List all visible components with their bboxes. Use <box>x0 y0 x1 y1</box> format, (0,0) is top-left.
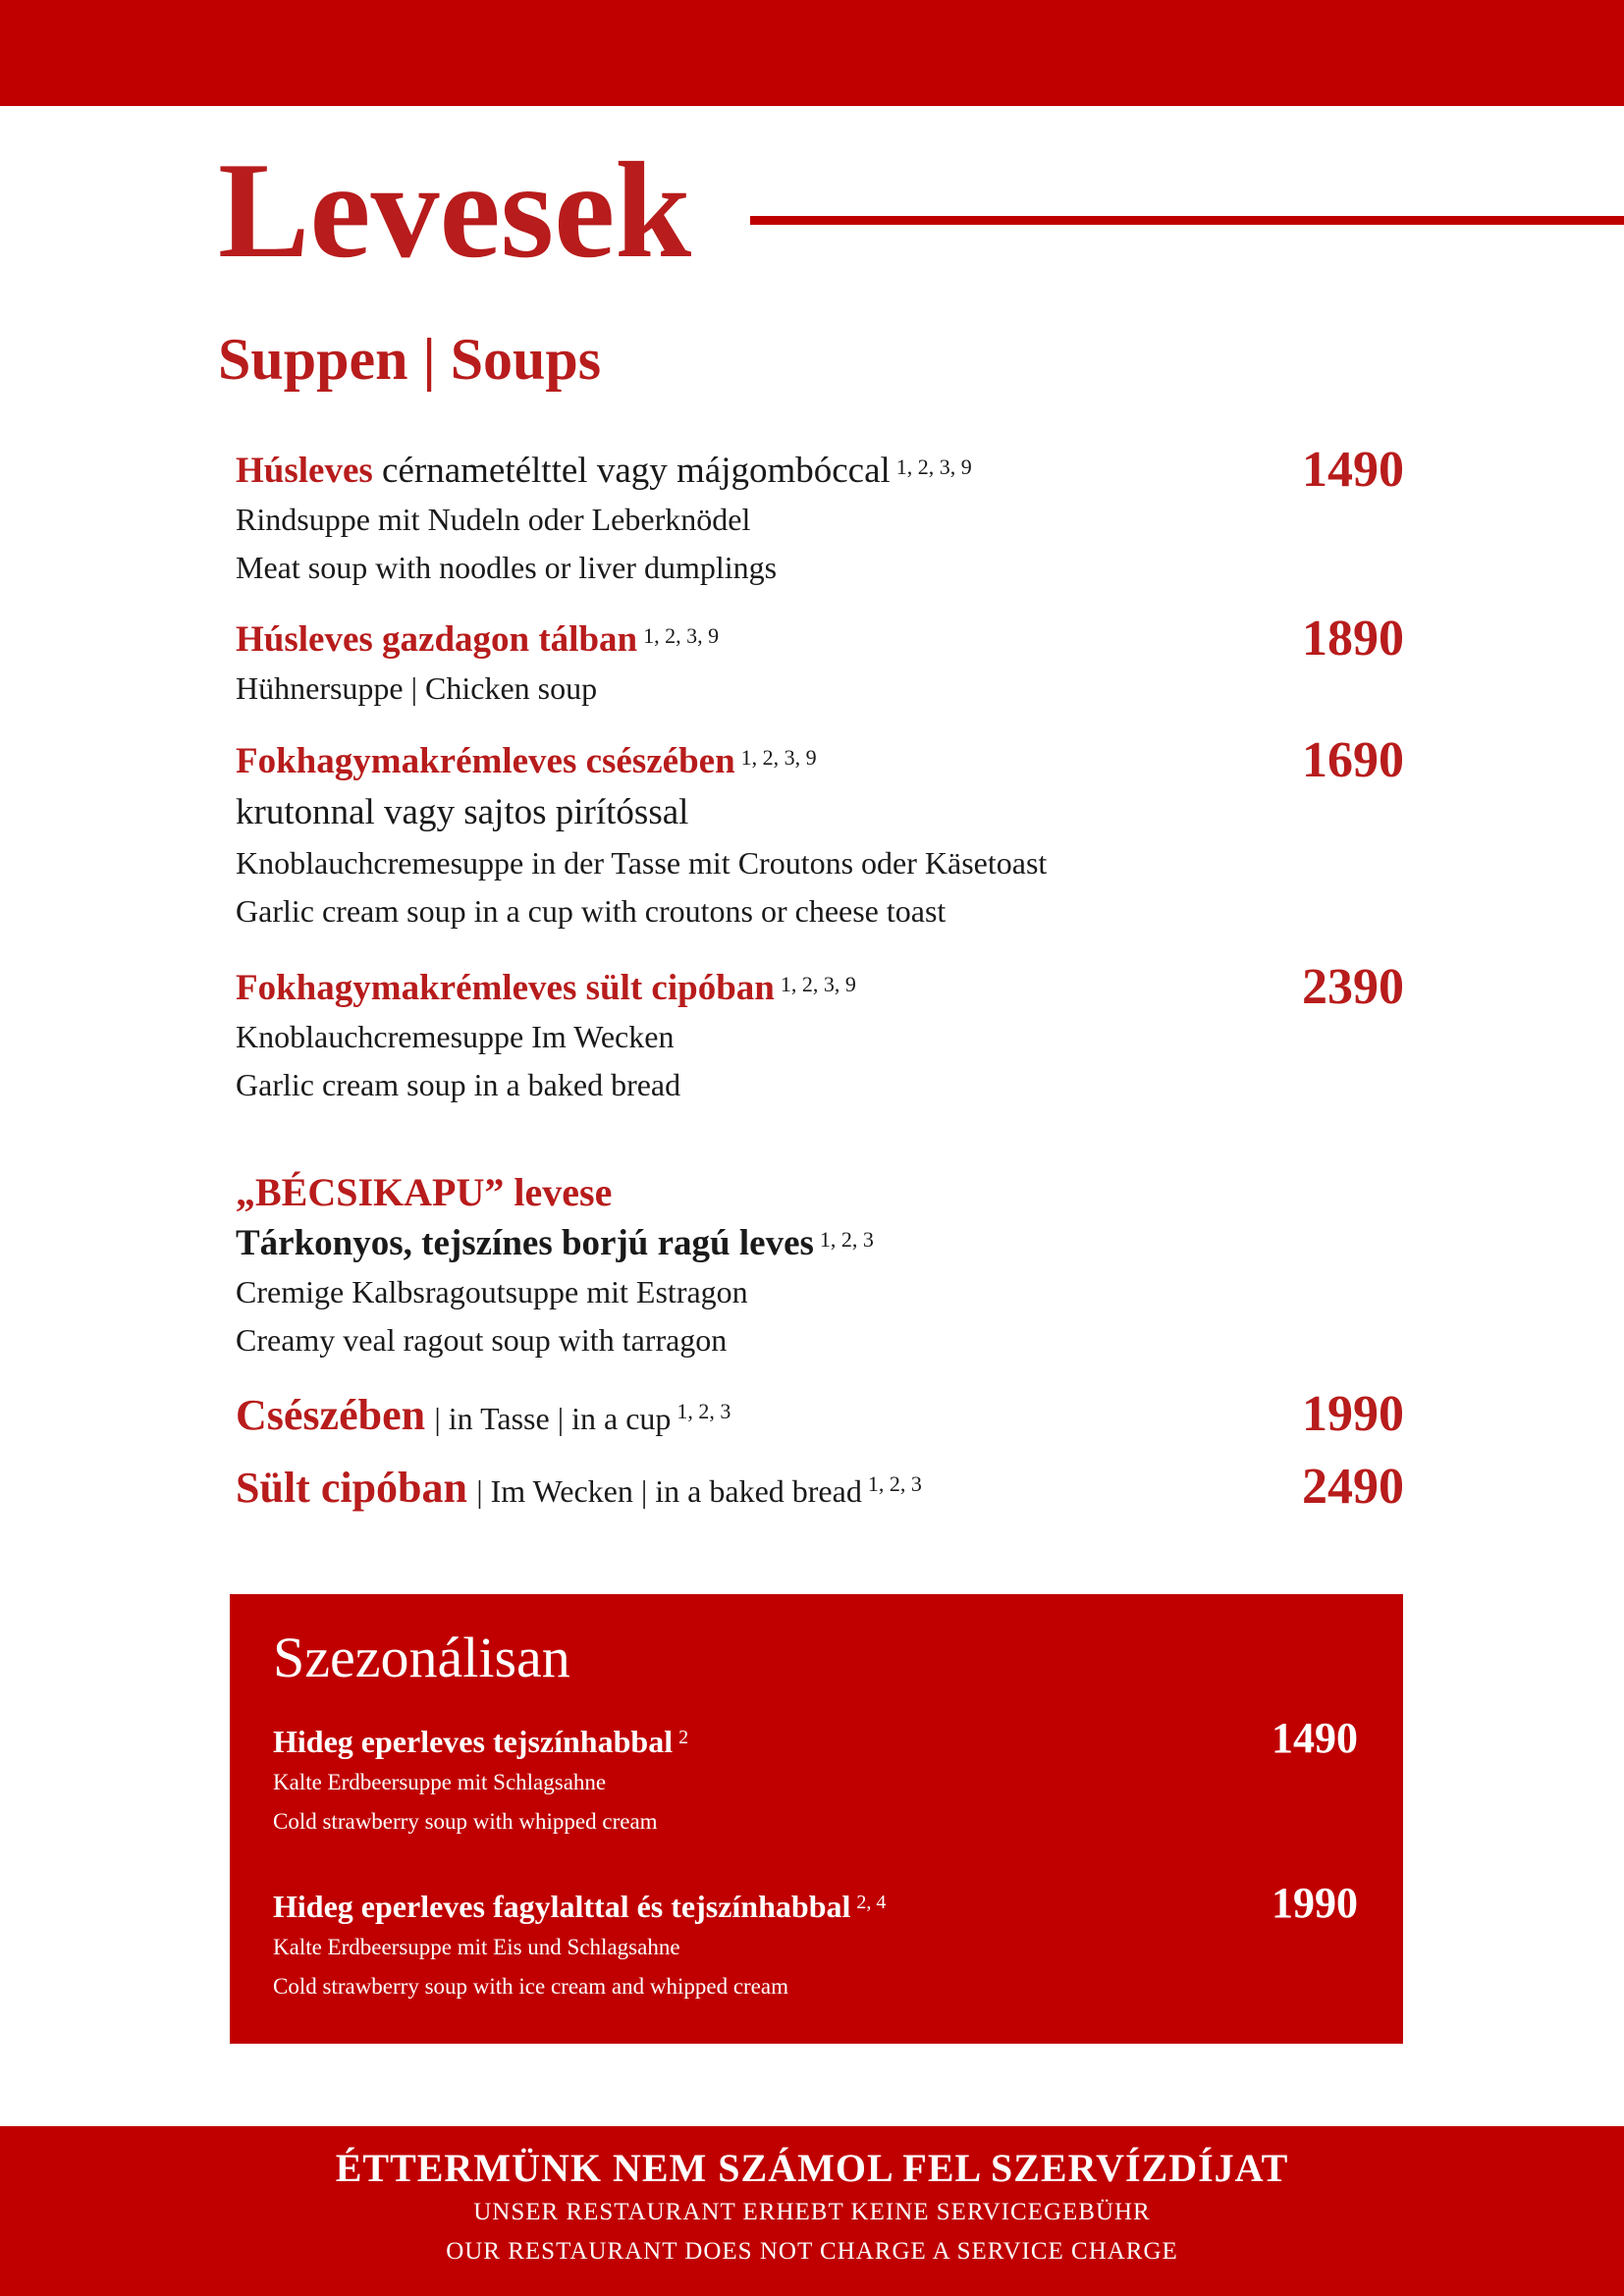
menu-item-desc: Hühnersuppe | Chicken soup <box>236 670 598 706</box>
allergen-codes: 1, 2, 3, 9 <box>780 972 856 996</box>
seasonal-item <box>273 1714 1358 1842</box>
allergen-codes: 1, 2, 3, 9 <box>643 623 720 648</box>
page-title: Levesek <box>218 134 692 287</box>
option-name: Csészében | in Tasse | in a cup $^{1, 2, 3}$ <box>236 1391 731 1439</box>
special-desc-de: Cremige Kalbsragoutsuppe mit Estragon <box>236 1274 748 1309</box>
menu-item-desc-en: Meat soup with noodles or liver dumplings <box>236 550 778 585</box>
footer-banner <box>0 2126 1624 2296</box>
menu-item-desc-hu: krutonnal vagy sajtos pirítóssal <box>236 792 689 832</box>
allergen-codes: 1, 2, 3, 9 <box>740 745 817 770</box>
seasonal-item-name: Hideg eperleves tejszínhabbal $^2$ <box>273 1724 689 1759</box>
menu-item-desc-de: Knoblauchcremesuppe in der Tasse mit Croutons oder Käsetoast <box>236 845 1048 881</box>
footer-line-de: UNSER RESTAURANT ERHEBT KEINE SERVICEGEBÜHR <box>473 2199 1151 2225</box>
seasonal-item-desc-en: Cold strawberry soup with whipped cream <box>273 1809 658 1834</box>
seasonal-item-price: 1990 <box>1272 1879 1358 1927</box>
menu-item-desc-de: Rindsuppe mit Nudeln oder Leberknödel <box>236 502 751 537</box>
seasonal-item <box>273 1879 1358 2006</box>
menu-item-name: Húsleves gazdagon tálban $^{1, 2, 3, 9}$ <box>236 619 720 660</box>
top-banner <box>0 0 1624 106</box>
seasonal-box <box>230 1594 1403 2044</box>
option-price: 2490 <box>1302 1459 1404 1515</box>
special-desc-en: Creamy veal ragout soup with tarragon <box>236 1322 728 1358</box>
seasonal-item-desc-de: Kalte Erdbeersuppe mit Eis und Schlagsahne <box>273 1935 680 1959</box>
special-option-bread <box>236 1459 1404 1516</box>
seasonal-item-desc-de: Kalte Erdbeersuppe mit Schlagsahne <box>273 1770 607 1794</box>
special-soup <box>236 1168 1404 1364</box>
allergen-codes: 1, 2, 3, 9 <box>895 454 972 479</box>
menu-item-name: Fokhagymakrémleves csészében $^{1, 2, 3, 9}$ <box>236 741 817 781</box>
menu-item-price: 2390 <box>1302 959 1404 1015</box>
menu-item-desc-en: Garlic cream soup in a cup with croutons or cheese toast <box>236 893 947 929</box>
menu-item-desc-de: Knoblauchcremesuppe Im Wecken <box>236 1019 675 1054</box>
menu-item-fokhagyma-cipoban <box>236 959 1404 1109</box>
menu-item-name: Fokhagymakrémleves sült cipóban $^{1, 2, 3, 9}$ <box>236 968 856 1008</box>
option-price: 1990 <box>1302 1386 1404 1442</box>
seasonal-item-name: Hideg eperleves fagylalttal és tejszínhabbal $^{2, 4}$ <box>273 1889 887 1924</box>
special-name: Tárkonyos, tejszínes borjú ragú leves $^{1, 2, 3}$ <box>236 1223 874 1263</box>
menu-item-name: Húsleves cérnametélttel vagy májgombóccal $^{1, 2, 3, 9}$ <box>236 451 972 491</box>
special-heading: „BÉCSIKAPU” levese <box>236 1170 613 1214</box>
allergen-codes: 1, 2, 3 <box>867 1471 922 1496</box>
seasonal-title: Szezonálisan <box>273 1626 570 1689</box>
menu-item-husleves <box>236 442 1404 592</box>
menu-item-husleves-talban <box>236 611 1404 713</box>
menu-item-price: 1490 <box>1302 442 1404 498</box>
allergen-codes: 1, 2, 3 <box>819 1227 874 1252</box>
footer-line-en: OUR RESTAURANT DOES NOT CHARGE A SERVICE CHARGE <box>446 2238 1178 2265</box>
menu-item-fokhagyma-cseszeben <box>236 732 1404 935</box>
menu-item-price: 1890 <box>1302 611 1404 667</box>
title-divider <box>750 216 1624 225</box>
page-subtitle: Suppen | Soups <box>218 327 602 392</box>
footer-line-hu: ÉTTERMÜNK NEM SZÁMOL FEL SZERVÍZDÍJAT <box>335 2146 1289 2190</box>
menu-item-price: 1690 <box>1302 732 1404 788</box>
option-name: Sült cipóban | Im Wecken | in a baked bread $^{1, 2, 3}$ <box>236 1464 922 1512</box>
seasonal-item-desc-en: Cold strawberry soup with ice cream and whipped cream <box>273 1974 788 1999</box>
allergen-codes: 1, 2, 3 <box>677 1399 731 1423</box>
menu-item-desc-en: Garlic cream soup in a baked bread <box>236 1067 681 1102</box>
special-option-cup <box>236 1386 1404 1443</box>
seasonal-item-price: 1490 <box>1272 1714 1358 1762</box>
